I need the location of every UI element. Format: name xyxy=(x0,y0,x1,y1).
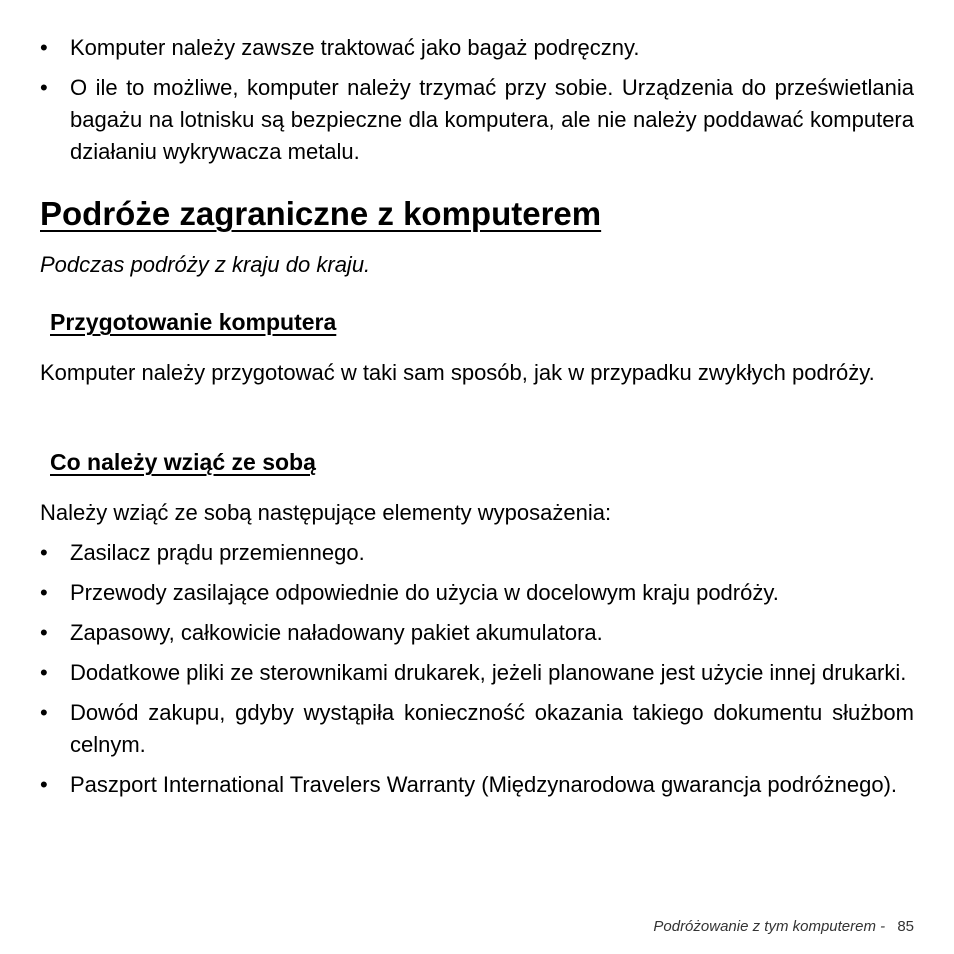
page-footer xyxy=(653,917,914,937)
subsection-title-what-to-take: Co należy wziąć ze sobą xyxy=(50,449,316,475)
list-item xyxy=(40,72,914,168)
list-item xyxy=(40,657,914,689)
list-item xyxy=(40,617,914,649)
section-title: Podróże zagraniczne z komputerem xyxy=(40,195,602,232)
bullet-marker: • xyxy=(40,75,48,100)
list-item xyxy=(40,697,914,761)
list-item xyxy=(40,537,914,569)
bullet-marker: • xyxy=(40,540,48,565)
page-number: 85 xyxy=(897,918,914,935)
preparation-paragraph: Komputer należy przygotować w taki sam sposób, jak w przypadku zwykłych podróży. xyxy=(40,360,875,385)
list-item xyxy=(40,769,914,801)
list-item-text: Zasilacz prądu przemiennego. xyxy=(70,540,365,565)
bullet-marker: • xyxy=(40,620,48,645)
list-item-text: Komputer należy zawsze traktować jako bagaż podręczny. xyxy=(70,35,640,60)
bullet-marker: • xyxy=(40,580,48,605)
bullet-marker: • xyxy=(40,660,48,685)
subsection-title-preparation: Przygotowanie komputera xyxy=(50,309,337,335)
footer-label: Podróżowanie z tym komputerem - xyxy=(653,918,886,935)
equipment-list xyxy=(40,537,914,809)
list-item-text: Dowód zakupu, gdyby wystąpiła konieczność okazania takiego dokumentu służbom celnym. xyxy=(70,700,914,757)
bullet-marker: • xyxy=(40,35,48,60)
list-item xyxy=(40,577,914,609)
bullet-marker: • xyxy=(40,772,48,797)
travel-tips-list xyxy=(40,32,914,176)
list-item xyxy=(40,32,914,64)
bullet-marker: • xyxy=(40,700,48,725)
list-item-text: Paszport International Travelers Warranty (Międzynarodowa gwarancja podróżnego). xyxy=(70,772,898,797)
section-subtitle: Podczas podróży z kraju do kraju. xyxy=(40,252,371,277)
list-item-text: Dodatkowe pliki ze sterownikami drukarek, jeżeli planowane jest użycie innej drukarki. xyxy=(70,660,907,685)
list-item-text: O ile to możliwe, komputer należy trzymać przy sobie. Urządzenia do prześwietlania bagażu na lotnisku są bezpieczne dla komputera, ale nie należy poddawać komputera działaniu wykrywacza metalu. xyxy=(70,75,914,164)
list-item-text: Przewody zasilające odpowiednie do użycia w docelowym kraju podróży. xyxy=(70,580,779,605)
list-item-text: Zapasowy, całkowicie naładowany pakiet akumulatora. xyxy=(70,620,603,645)
what-to-take-paragraph: Należy wziąć ze sobą następujące elementy wyposażenia: xyxy=(40,500,612,525)
